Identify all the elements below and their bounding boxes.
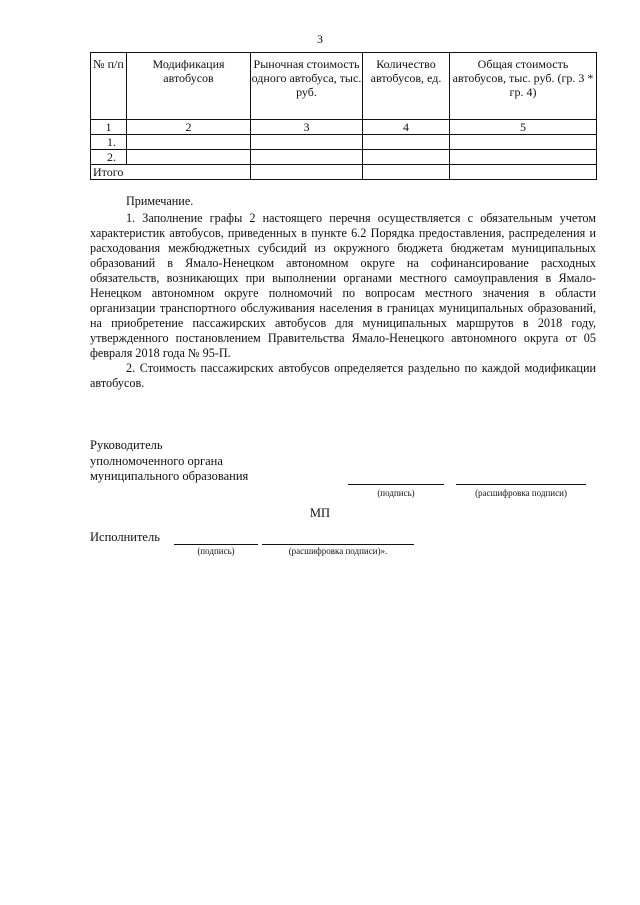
col-header-modification: Модификация автобусов xyxy=(127,53,251,120)
table-cell xyxy=(363,150,450,165)
column-number: 2 xyxy=(127,120,251,135)
note-item-1: 1. Заполнение графы 2 настоящего перечня осуществляется с обязательным учетом характеристик автобусов, приведенных в пункте 6.2 Порядка предоставления, распределения и расходования межбюджетных субсидий из окружного бюджета бюджетам муниципальных образований в Ямало-Ненецком автономном округе на софинансирование расходных обязательств, возникающих при выполнении органами местного самоуправления в Ямало-Ненецком автономном округе полномочий по вопросам местного значения в области организации транспортного обслуживания населения в границах муниципальных образований, на приобретение пассажирских автобусов для муниципальных маршрутов в 2018 году, утвержденного постановлением Правительства Ямало-Ненецкого автономного округа от 05 февраля 2018 года № 95-П. xyxy=(90,211,596,360)
note-section xyxy=(90,194,596,391)
table-cell xyxy=(127,135,251,150)
table-row xyxy=(91,150,597,165)
executor-block xyxy=(90,530,388,556)
executor-signature-caption: (подпись) xyxy=(197,546,235,556)
page-number: 3 xyxy=(317,32,323,46)
signature-decode-caption: (расшифровка подписи) xyxy=(475,488,567,498)
total-label: Итого xyxy=(91,165,251,180)
signatory-line-1: Руководитель xyxy=(90,438,163,452)
executor-decode-line xyxy=(262,544,414,545)
executor-decode-caption: (расшифровка подписи)». xyxy=(288,546,388,556)
stamp-place-label: МП xyxy=(309,506,331,520)
table-cell xyxy=(251,135,363,150)
table-cell xyxy=(450,135,597,150)
column-number-row xyxy=(91,120,597,135)
note-title: Примечание. xyxy=(126,194,194,208)
table-cell xyxy=(363,165,450,180)
col-header-total-cost: Общая стоимость автобусов, тыс. руб. (гр. 3 * гр. 4) xyxy=(450,53,597,120)
table-cell xyxy=(127,150,251,165)
table-row xyxy=(91,135,597,150)
column-number: 3 xyxy=(251,120,363,135)
executor-signature-line xyxy=(174,544,258,545)
table-header-row xyxy=(91,53,597,120)
executor-label: Исполнитель xyxy=(90,530,160,544)
signatory-line-3: муниципального образования xyxy=(90,469,249,483)
column-number: 5 xyxy=(450,120,597,135)
total-row xyxy=(91,165,597,180)
table-cell xyxy=(251,165,363,180)
row-number: 2. xyxy=(91,150,127,165)
table-cell xyxy=(450,165,597,180)
bus-cost-table xyxy=(90,52,597,180)
col-header-market-price: Рыночная стоимость одного автобуса, тыс. руб. xyxy=(251,53,363,120)
table-cell xyxy=(363,135,450,150)
table-cell xyxy=(450,150,597,165)
col-header-number: № п/п xyxy=(91,53,127,120)
col-header-quantity: Количество автобусов, ед. xyxy=(363,53,450,120)
signature-block xyxy=(90,438,596,498)
row-number: 1. xyxy=(91,135,127,150)
signatory-line-2: уполномоченного органа xyxy=(90,453,223,468)
note-item-2: 2. Стоимость пассажирских автобусов определяется раздельно по каждой модификации автобусов. xyxy=(90,361,596,390)
signature-caption: (подпись) xyxy=(377,488,415,498)
signature-decode-line xyxy=(456,484,586,485)
column-number: 1 xyxy=(91,120,127,135)
signature-line xyxy=(348,484,444,485)
column-number: 4 xyxy=(363,120,450,135)
table-cell xyxy=(251,150,363,165)
